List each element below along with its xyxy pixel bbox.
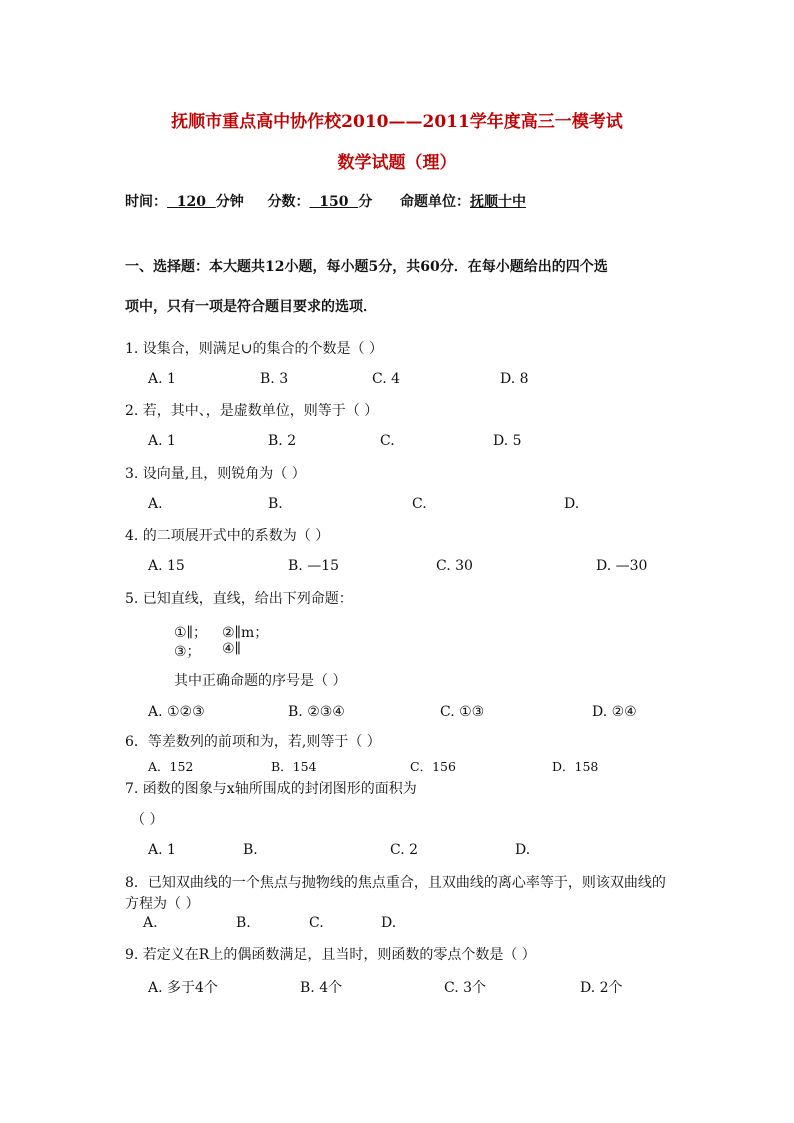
q6-option-c: C．156 xyxy=(410,759,456,774)
q4-option-c: C. 30 xyxy=(436,558,473,574)
score-label: 分数： xyxy=(267,194,310,210)
q2-option-a: A. 1 xyxy=(148,433,176,449)
q1-option-b: B. 3 xyxy=(260,371,289,387)
page-title: 抚顺市重点高中协作校2010——2011学年度高三一模考试 xyxy=(171,112,623,132)
q9-option-d: D. 2个 xyxy=(580,980,623,996)
unit-value: 抚顺十中 xyxy=(469,194,526,210)
q8-option-a: A. xyxy=(143,915,158,931)
q5-proposition-4: ④∥ xyxy=(222,641,242,657)
q3-option-a: A. xyxy=(148,496,163,512)
time-unit: 分钟 xyxy=(215,194,244,210)
q5-proposition-1: ①∥； xyxy=(174,625,208,641)
q2-option-c: C. xyxy=(380,433,395,449)
page-subtitle: 数学试题（理） xyxy=(337,153,457,173)
question-3-stem: 3. 设向量,且，则锐角为（ ） xyxy=(125,466,306,482)
q7-option-a: A. 1 xyxy=(148,842,176,858)
q5-option-a: A. ①②③ xyxy=(148,704,205,720)
q8-option-d: D. xyxy=(381,915,397,931)
q2-option-d: D. 5 xyxy=(493,433,522,449)
question-8-stem-cont: 方程为（ ） xyxy=(125,896,200,912)
q1-option-a: A. 1 xyxy=(148,371,176,387)
q4-option-d: D. —30 xyxy=(596,558,648,574)
q9-option-c: C. 3个 xyxy=(444,980,487,996)
q4-option-b: B. —15 xyxy=(288,558,340,574)
q6-option-d: D．158 xyxy=(552,759,599,774)
q5-ask: 其中正确命题的序号是（ ） xyxy=(174,673,347,689)
q9-option-b: B. 4个 xyxy=(300,980,343,996)
q6-option-a: A．152 xyxy=(148,759,194,774)
q2-option-b: B. 2 xyxy=(268,433,297,449)
q3-option-b: B. xyxy=(268,496,283,512)
unit-label: 命题单位： xyxy=(399,194,470,210)
question-2-stem: 2. 若，其中、，是虚数单位，则等于（ ） xyxy=(125,403,379,419)
score-unit: 分 xyxy=(358,194,373,210)
question-7-stem: 7. 函数的图象与x轴所围成的封闭图形的面积为 xyxy=(125,781,417,797)
question-5-stem: 5. 已知直线，直线，给出下列命题： xyxy=(125,591,353,607)
question-4-stem: 4. 的二项展开式中的系数为（ ） xyxy=(125,528,330,544)
q3-option-d: D. xyxy=(564,496,580,512)
question-9-stem: 9. 若定义在R上的偶函数满足，且当时，则函数的零点个数是（ ） xyxy=(125,947,536,963)
q5-option-b: B. ②③④ xyxy=(288,704,345,720)
section-heading-line1: 一、选择题：本大题共12小题，每小题5分，共60分．在每小题给出的四个选 xyxy=(125,259,608,275)
q8-option-c: C. xyxy=(309,915,324,931)
q9-option-a: A. 多于4个 xyxy=(148,980,218,996)
q7-option-d: D. xyxy=(515,842,531,858)
time-value: 120 xyxy=(167,194,216,210)
q8-option-b: B. xyxy=(236,915,251,931)
q1-option-d: D. 8 xyxy=(500,371,529,387)
q5-proposition-2: ②∥m； xyxy=(222,625,269,641)
q3-option-c: C. xyxy=(412,496,427,512)
exam-info-line xyxy=(125,191,526,211)
q1-option-c: C. 4 xyxy=(372,371,401,387)
section-heading-line2: 项中，只有一项是符合题目要求的选项． xyxy=(125,299,377,315)
question-6-stem: 6．等差数列的前项和为，若,则等于（ ） xyxy=(125,734,381,750)
q7-answer-paren: （ ） xyxy=(131,812,164,828)
question-1-stem: 1. 设集合，则满足∪的集合的个数是（ ） xyxy=(125,341,383,357)
score-value: 150 xyxy=(309,194,359,210)
q6-option-b: B．154 xyxy=(271,759,317,774)
q7-option-b: B. xyxy=(243,842,258,858)
question-8-stem: 8．已知双曲线的一个焦点与抛物线的焦点重合，且双曲线的离心率等于，则该双曲线的 xyxy=(125,875,666,891)
q7-option-c: C. 2 xyxy=(390,842,419,858)
q5-option-c: C. ①③ xyxy=(440,704,485,720)
q5-option-d: D. ②④ xyxy=(592,704,637,720)
q5-proposition-3: ③； xyxy=(174,644,201,660)
q4-option-a: A. 15 xyxy=(148,558,185,574)
time-label: 时间： xyxy=(125,194,167,210)
